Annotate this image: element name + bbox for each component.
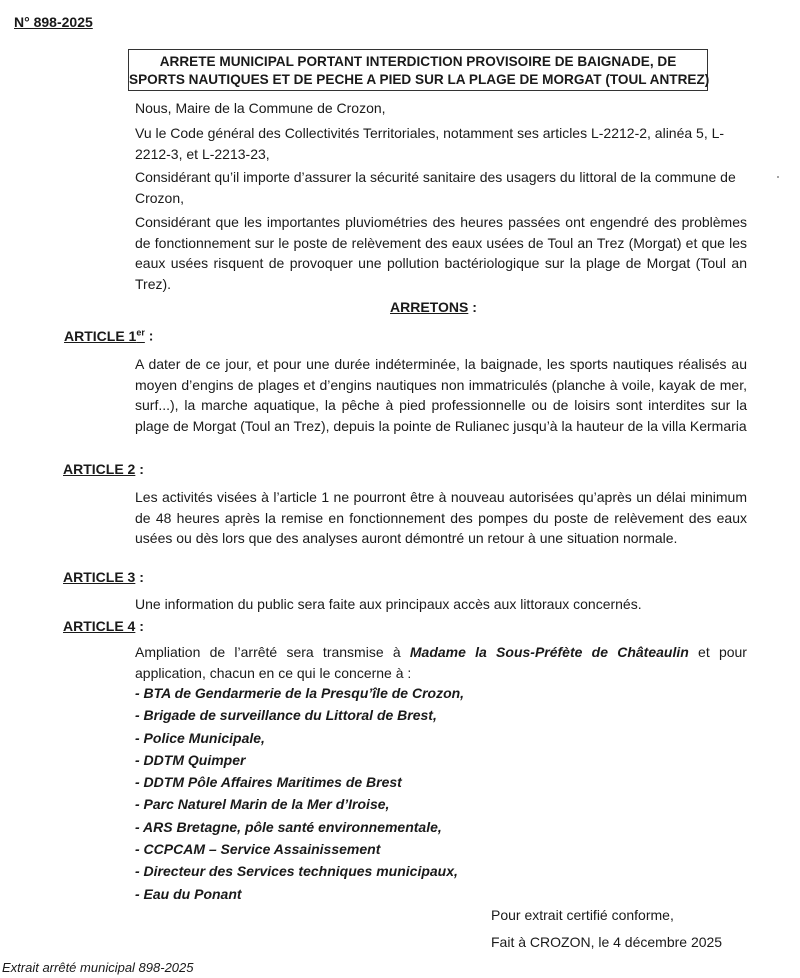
recipient-item: - DDTM Pôle Affaires Maritimes de Brest [135, 774, 402, 791]
article-3-label: ARTICLE 3 [63, 569, 136, 585]
article-2-text: Les activités visées à l’article 1 ne pourront être à nouveau autorisées qu’après un délai minimum de 48 heures après la remise en fonctionnement des pompes du poste de relèvement des eaux usées ou dès lors que des analyses auront démontré un retour à une situation normale. [135, 489, 747, 546]
signature-place-date: Fait à CROZON, le 4 décembre 2025 [491, 934, 723, 950]
article-2-label: ARTICLE 2 [63, 461, 136, 477]
article-4-text: Ampliation de l’arrêté sera transmise à Madame la Sous-Préfète de Châteaulin et pour application, chacun en ce qui le concerne à : [135, 644, 747, 681]
article-1-label: ARTICLE 1 [64, 327, 137, 344]
preamble-intro: Nous, Maire de la Commune de Crozon, [135, 100, 386, 116]
article-1-text: A dater de ce jour, et pour une durée indéterminée, la baignade, les sports nautiques réalisés au moyen d’engins de plages et d’engins nautiques non immatriculés (planche à voile, kayak de mer, surf...), la marche aquatique, la pêche à pied professionnelle ou de loisirs sont interdites sur la plage de Morgat (Toul an Trez), depuis la pointe de Rulianec jusqu’à la hauteur de la villa Kermaria [135, 356, 747, 434]
recipient-item: - BTA de Gendarmerie de la Presqu’île de Crozon, [135, 685, 465, 701]
document-title-box [128, 49, 708, 91]
recipient-item: - Parc Naturel Marin de la Mer d’Iroise, [135, 796, 390, 813]
preamble-vu: Vu le Code général des Collectivités Territoriales, notamment ses articles L-2212-2, alinéa 5, L-2212-3, et L-2213-23, [135, 125, 725, 162]
footer-caption: Extrait arrêté municipal 898-2025 [2, 960, 194, 975]
preamble-considerant-1: Considérant qu’il importe d’assurer la sécurité sanitaire des usagers du littoral de la commune de Crozon, [135, 169, 736, 206]
recipients-list [135, 682, 464, 905]
article-2-heading: ARTICLE 2 : [63, 461, 144, 477]
signature-certified: Pour extrait certifié conforme, [491, 907, 674, 923]
recipient-item: - DDTM Quimper [135, 751, 246, 768]
scan-speck [777, 176, 779, 178]
arretons-suffix: : [468, 299, 477, 315]
article-1-heading: ARTICLE 1er : [64, 327, 154, 344]
recipient-item: - ARS Bretagne, pôle santé environnementale, [135, 818, 442, 835]
article-4-heading: ARTICLE 4 : [63, 618, 144, 634]
preamble-considerant-2: Considérant que les importantes pluviométries des heures passées ont engendré des problèmes de fonctionnement sur le poste de relèvement des eaux usées de Toul an Trez (Morgat) et que les eaux usées risquent de provoquer une pollution bactériologique sur la plage de Morgat (Toul an Trez). [135, 214, 747, 292]
sous-prefete-emphasis: Madame la Sous-Préfète de Châteaulin [409, 644, 689, 660]
recipient-item: - Eau du Ponant [135, 885, 242, 902]
title-line-1: ARRETE MUNICIPAL PORTANT INTERDICTION PROVISOIRE DE BAIGNADE, DE [159, 54, 677, 69]
arretons-label: ARRETONS [390, 299, 469, 315]
title-line-2: SPORTS NAUTIQUES ET DE PECHE A PIED SUR LA PLAGE DE MORGAT (TOUL ANTREZ) [129, 72, 710, 87]
article-4-label: ARTICLE 4 [63, 618, 136, 634]
document-number: N° 898-2025 [14, 14, 93, 30]
article-3-heading: ARTICLE 3 : [63, 569, 144, 585]
article-3-text: Une information du public sera faite aux principaux accès aux littoraux concernés. [135, 596, 642, 612]
recipient-item: - CCPCAM – Service Assainissement [135, 841, 381, 858]
arretons-heading [390, 299, 477, 315]
recipient-item: - Police Municipale, [135, 729, 265, 746]
recipient-item: - Directeur des Services techniques municipaux, [135, 863, 458, 880]
article-1-sup: er [136, 327, 145, 337]
recipient-item: - Brigade de surveillance du Littoral de Brest, [135, 707, 437, 724]
